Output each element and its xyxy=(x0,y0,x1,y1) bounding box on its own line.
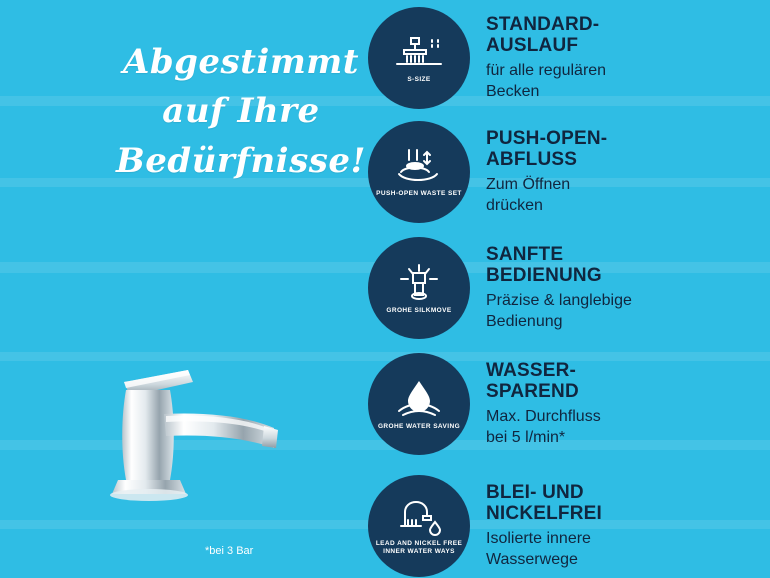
feature-sub-line-2: Becken xyxy=(486,82,540,100)
push-open-waste-badge xyxy=(368,121,470,223)
feature-text xyxy=(486,244,632,332)
feature-title xyxy=(486,244,632,287)
feature-row xyxy=(368,116,770,228)
feature-title-line-2: ABFLUSS xyxy=(486,149,578,171)
feature-title-line-1: PUSH-OPEN- xyxy=(486,128,608,150)
headline-line-2: auf Ihre xyxy=(162,91,320,132)
headline-line-1: Abgestimmt xyxy=(123,42,359,82)
feature-subtitle xyxy=(486,406,601,448)
feature-sub-line-1: Zum Öffnen xyxy=(486,175,571,193)
badge-caption xyxy=(378,423,460,431)
feature-sub-line-2: Bedienung xyxy=(486,312,563,330)
feature-sub-line-1: für alle regulären xyxy=(486,61,607,79)
silkmove-badge xyxy=(368,237,470,339)
feature-row xyxy=(368,232,770,344)
feature-sub-line-1: Isolierte innere xyxy=(486,529,591,547)
feature-text xyxy=(486,128,607,216)
feature-title-line-1: SANFTE xyxy=(486,244,564,266)
feature-title-line-2: NICKELFREI xyxy=(486,503,602,525)
silkmove-cartridge-icon xyxy=(391,261,447,303)
faucet-spout-icon xyxy=(391,32,447,72)
badge-caption xyxy=(386,307,451,315)
feature-sub-line-2: drücken xyxy=(486,196,543,214)
lead-nickel-free-badge xyxy=(368,475,470,577)
feature-title xyxy=(486,128,607,171)
badge-caption-line-1: PUSH-OPEN xyxy=(376,189,419,197)
feature-sub-line-1: Max. Durchfluss xyxy=(486,407,601,425)
feature-row xyxy=(368,2,770,114)
feature-sub-line-2: bei 5 l/min* xyxy=(486,428,566,446)
badge-caption-line-2: WASTE SET xyxy=(420,189,462,197)
feature-title-line-2: BEDIENUNG xyxy=(486,265,602,287)
feature-title xyxy=(486,360,601,403)
headline xyxy=(96,38,386,186)
badge-caption-line-2: INNER WATER WAYS xyxy=(383,548,455,555)
badge-caption: S-SIZE xyxy=(407,75,431,83)
feature-row xyxy=(368,470,770,578)
feature-title xyxy=(486,14,606,57)
feature-title xyxy=(486,482,602,525)
headline-line-3: Bedürfnisse! xyxy=(116,140,366,181)
badge-caption-line-1: LEAD AND NICKEL FREE xyxy=(375,539,463,547)
feature-title-line-1: WASSER- xyxy=(486,360,577,382)
feature-sub-line-1: Präzise & langlebige xyxy=(486,291,632,309)
feature-text xyxy=(486,14,606,102)
feature-list xyxy=(368,0,770,578)
feature-title-line-1: BLEI- UND xyxy=(486,482,584,504)
feature-title-line-2: AUSLAUF xyxy=(486,35,579,57)
badge-caption-line-2: WATER SAVING xyxy=(406,422,461,430)
feature-subtitle xyxy=(486,528,602,570)
feature-subtitle xyxy=(486,174,607,216)
badge-caption-line-1: GROHE xyxy=(386,306,413,314)
feature-subtitle xyxy=(486,290,632,332)
footnote: *bei 3 Bar xyxy=(205,545,254,557)
feature-subtitle xyxy=(486,60,606,102)
standard-spout-badge xyxy=(368,7,470,109)
feature-title-line-1: STANDARD- xyxy=(486,14,600,36)
badge-caption-line-2: SILKMOVE xyxy=(414,306,452,314)
feature-text xyxy=(486,482,602,570)
badge-caption-line-1: GROHE xyxy=(377,422,404,430)
water-drop-hand-icon xyxy=(391,377,447,419)
badge-caption xyxy=(368,540,470,556)
badge-caption xyxy=(376,190,462,198)
feature-row xyxy=(368,348,770,460)
lead-nickel-free-icon xyxy=(391,496,447,536)
feature-text xyxy=(486,360,601,448)
push-open-waste-icon xyxy=(391,146,447,186)
feature-sub-line-2: Wasserwege xyxy=(486,550,578,568)
water-saving-badge xyxy=(368,353,470,455)
feature-title-line-2: SPAREND xyxy=(486,381,579,403)
faucet-illustration xyxy=(96,352,306,532)
